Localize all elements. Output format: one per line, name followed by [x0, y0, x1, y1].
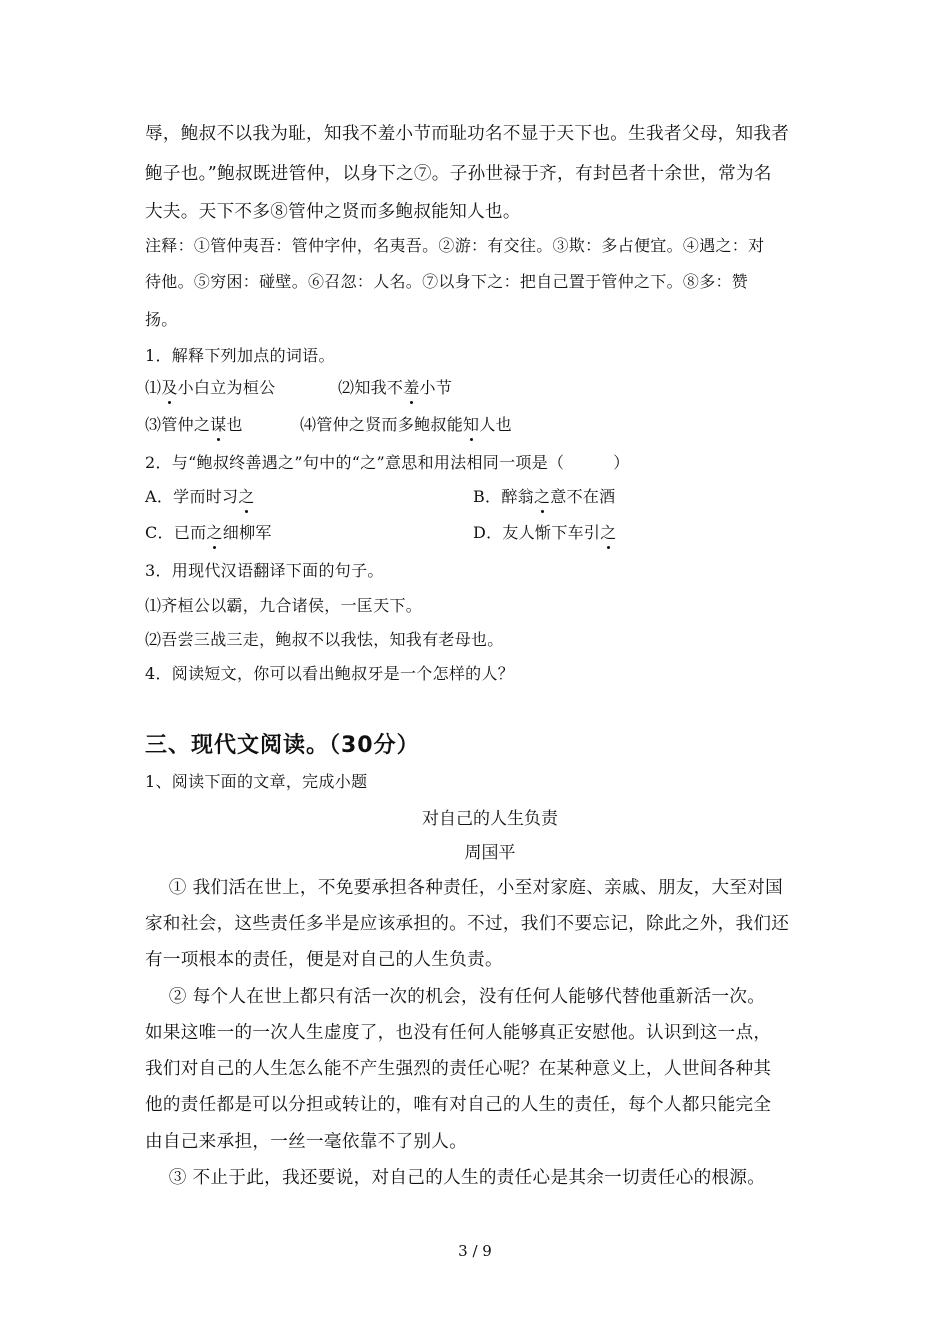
question-1: 1．解释下列加点的词语。 — [145, 346, 335, 365]
dotted-char: 之 — [600, 520, 616, 543]
passage-line: 辱，鲍叔不以我为耻，知我不羞小节而耻功名不显于天下也。生我者父母，知我者 — [145, 124, 790, 144]
section-heading: 三、现代文阅读。（30分） — [145, 733, 420, 758]
dotted-char: 羞 — [403, 375, 419, 398]
q1-item-c: ⑶管仲之谋也 — [145, 412, 243, 435]
q3-sentence-2: ⑵吾尝三战三走，鲍叔不以我怯，知我有老母也。 — [145, 630, 504, 649]
page-number: 3 / 9 — [458, 1242, 492, 1260]
article-title: 对自己的人生负责 — [422, 809, 558, 829]
note-line: 扬。 — [145, 310, 178, 329]
passage-line: 大夫。天下不多⑧管仲之贤而多鲍叔能知人也。 — [145, 202, 521, 222]
article-line: 他的责任都是可以分担或转让的，唯有对自己的人生的责任，每个人都只能完全 — [145, 1095, 772, 1115]
dotted-char: 及 — [161, 375, 177, 398]
q2-option-d: D．友人惭下车引之 — [473, 520, 617, 543]
article-line: 由自己来承担，一丝一毫依靠不了别人。 — [145, 1132, 468, 1152]
note-line: 待他。⑤穷困：碰壁。⑥召忽：人名。⑦以身下之：把自己置于管仲之下。⑧多：赞 — [145, 272, 749, 291]
section-task: 1、阅读下面的文章，完成小题 — [145, 772, 368, 791]
question-2: 2．与“鲍叔终善遇之”句中的“之”意思和用法相同一项是（ ） — [145, 453, 630, 472]
article-line: ② 每个人在世上都只有活一次的机会，没有任何人能够代替他重新活一次。 — [145, 987, 766, 1007]
article-line: 如果这唯一的一次人生虚度了，也没有任何人能够真正安慰他。认识到这一点， — [145, 1023, 772, 1043]
article-line: 家和社会，这些责任多半是应该承担的。不过，我们不要忘记，除此之外，我们还 — [145, 914, 790, 934]
dotted-char: 知 — [463, 412, 479, 435]
question-4: 4．阅读短文，你可以看出鲍叔牙是一个怎样的人？ — [145, 664, 515, 683]
q1-item-a: ⑴及小白立为桓公 — [145, 375, 275, 398]
q2-option-b: B．醉翁之意不在酒 — [473, 484, 615, 507]
article-line: ① 我们活在世上，不免要承担各种责任，小至对家庭、亲戚、朋友，大至对国 — [145, 878, 784, 898]
dotted-char: 之 — [534, 484, 550, 507]
passage-line: 鲍子也。”鲍叔既进管仲，以身下之⑦。子孙世禄于齐，有封邑者十余世，常为名 — [145, 164, 772, 184]
dotted-char: 之 — [238, 484, 254, 507]
q1-item-d: ⑷管仲之贤而多鲍叔能知人也 — [300, 412, 512, 435]
q2-option-c: C．已而之细柳军 — [145, 520, 272, 543]
dotted-char: 谋 — [210, 412, 226, 435]
article-line: 有一项根本的责任，便是对自己的人生负责。 — [145, 950, 503, 970]
dotted-char: 之 — [206, 520, 222, 543]
note-line: 注释：①管仲夷吾：管仲字仲，名夷吾。②游：有交往。③欺：多占便宜。④遇之：对 — [145, 236, 765, 255]
question-3: 3．用现代汉语翻译下面的句子。 — [145, 561, 384, 580]
article-line: ③ 不止于此，我还要说，对自己的人生的责任心是其余一切责任心的根源。 — [145, 1168, 766, 1188]
q3-sentence-1: ⑴齐桓公以霸，九合诸侯，一匡天下。 — [145, 596, 423, 615]
q1-item-b: ⑵知我不羞小节 — [338, 375, 452, 398]
q2-option-a: A．学而时习之 — [145, 484, 255, 507]
article-author: 周国平 — [464, 843, 516, 863]
article-line: 我们对自己的人生怎么能不产生强烈的责任心呢？在某种意义上，人世间各种其 — [145, 1059, 772, 1079]
